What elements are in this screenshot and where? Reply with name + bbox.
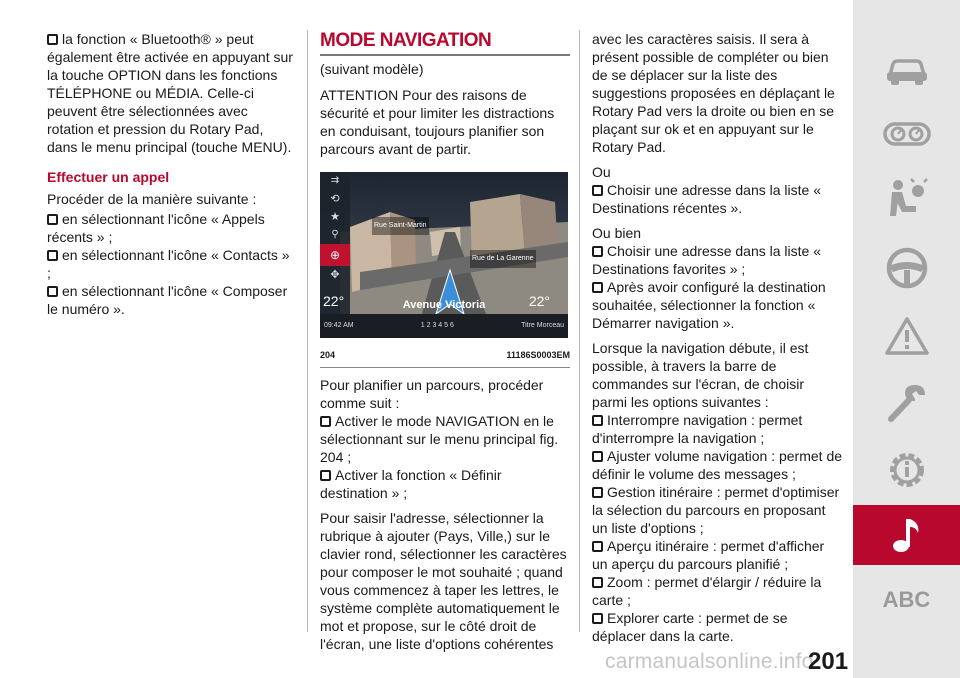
column-3 <box>592 30 842 645</box>
figure-caption <box>320 346 570 368</box>
bullet-item <box>320 412 570 466</box>
bullet-icon <box>592 246 603 257</box>
chapter-tab-driving[interactable] <box>853 240 960 296</box>
status-bar <box>320 314 568 338</box>
bullet-item <box>320 466 570 502</box>
section-title: MODE NAVIGATION <box>320 30 570 56</box>
paragraph <box>47 30 297 156</box>
chapter-tab-maintenance[interactable] <box>853 375 960 431</box>
bullet-icon <box>320 416 331 427</box>
bullet-item <box>592 181 842 217</box>
section-heading: Effectuer un appel <box>47 169 170 185</box>
bullet-item <box>47 282 297 318</box>
bullet-text: en sélectionnant l'icône « Contacts » ; <box>47 247 290 281</box>
chapter-tab-car[interactable] <box>853 44 960 96</box>
bullet-item <box>592 483 842 537</box>
subtitle: (suivant modèle) <box>320 61 424 77</box>
current-street: Avenue Victoria <box>402 299 486 311</box>
gauges-icon <box>883 119 931 149</box>
chapter-tab-index[interactable] <box>853 585 960 615</box>
chapter-tab-dashboard[interactable] <box>853 108 960 160</box>
bullet-icon <box>592 577 603 588</box>
bullet-text: Ajuster volume navigation : permet de définir le volume des messages ; <box>592 448 843 482</box>
figure-number: 204 <box>320 350 336 360</box>
bullet-icon <box>47 286 58 297</box>
paragraph-text: la fonction « Bluetooth® » peut également être activée en appuyant sur la touche OPTION dans les fonctions TÉLÉPHONE ou MÉDIA. Celle-ci peuvent être sélectionnées avec rotation et pression du Rotary Pad, dans le menu principal (touche MENU). <box>47 31 293 155</box>
bullet-item <box>592 411 842 447</box>
column-divider <box>307 30 308 632</box>
paragraph: Ou <box>592 164 611 180</box>
bullet-item <box>592 447 842 483</box>
bullet-icon <box>592 282 603 293</box>
warning-triangle-icon <box>884 315 930 357</box>
bullet-text: Aperçu itinéraire : permet d'afficher un aperçu du parcours planifié ; <box>592 538 825 572</box>
bullet-icon <box>47 250 58 261</box>
paragraph: avec les caractères saisis. Il sera à présent possible de compléter ou bien de se déplacer sur la liste des suggestions proposées en déplaçant le Rotary Pad vers la droite ou bien en se plaçant sur ok et en appuyant sur le Rotary Pad. <box>592 31 835 155</box>
bullet-item <box>47 210 297 246</box>
bullet-item <box>592 573 842 609</box>
radio-presets[interactable]: 1 2 3 4 5 6 <box>420 322 454 329</box>
chapter-tab-emergency[interactable] <box>853 308 960 364</box>
column-1 <box>47 30 297 318</box>
paragraph: Pour saisir l'adresse, sélectionner la rubrique à ajouter (Pays, Ville,) sur le clavier rond, sélectionner les caractères pour composer le mot souhaité ; quand vous commencez à taper les lettres, le système complète automatiquement le mot et propose, sur le côté droit de l'écran, une liste d'options cohérentes <box>320 510 567 652</box>
street-label: Rue de La Garenne <box>470 250 536 268</box>
figure-code: 11186S0003EM <box>506 350 570 360</box>
paragraph: Lorsque la navigation débute, il est possible, à travers la barre de commandes sur l'écran, de choisir parmi les options suivantes : <box>592 340 809 410</box>
column-divider <box>579 30 580 632</box>
chapter-tab-multimedia[interactable] <box>853 505 960 565</box>
move-map-icon[interactable]: ✥ <box>330 269 340 281</box>
chapter-tab-technical-data[interactable] <box>853 442 960 498</box>
paragraph: Ou bien <box>592 225 642 241</box>
zoom-icon[interactable]: ⊕ <box>320 244 350 266</box>
bullet-text: Zoom : permet d'élargir / réduire la carte ; <box>592 574 822 608</box>
watermark: carmanualsonline.info <box>605 650 814 673</box>
wrench-icon <box>885 381 929 425</box>
bullet-text: en sélectionnant l'icône « Composer le numéro ». <box>47 283 288 317</box>
bullet-text: Interrompre navigation : permet d'interrompre la navigation ; <box>592 412 803 446</box>
clock: 09:42 AM <box>324 322 354 329</box>
paragraph: Procéder de la manière suivante : <box>47 191 257 207</box>
track-title: Titre Morceau <box>521 322 564 329</box>
bullet-icon <box>592 613 603 624</box>
bullet-item <box>592 537 842 573</box>
bullet-text: Explorer carte : permet de se déplacer dans la carte. <box>592 610 788 644</box>
route-icon[interactable]: ⇉ <box>330 175 340 186</box>
bullet-text: Après avoir configuré la destination souhaitée, sélectionner la fonction « Démarrer navigation ». <box>592 279 826 331</box>
history-icon[interactable]: ⟲ <box>330 193 340 205</box>
bullet-item <box>592 278 842 332</box>
bullet-icon <box>47 34 58 45</box>
star-icon[interactable]: ★ <box>330 211 340 223</box>
bullet-icon <box>592 541 603 552</box>
gear-info-icon <box>884 447 930 493</box>
street-label: Rue Saint-Martin <box>372 217 429 235</box>
steering-wheel-icon <box>885 246 929 290</box>
bullet-item <box>47 246 297 282</box>
chapter-tab-safety[interactable] <box>853 172 960 228</box>
attention-note: ATTENTION Pour des raisons de sécurité et pour limiter les distractions en conduisant, toujours planifier son parcours avant de partir. <box>320 87 555 157</box>
chapter-sidebar <box>853 0 960 678</box>
bullet-text: Gestion itinéraire : permet d'optimiser la sélection du parcours en proposant un liste d'options ; <box>592 484 840 536</box>
bullet-icon <box>320 470 331 481</box>
bullet-item <box>592 242 842 278</box>
bullet-text: en sélectionnant l'icône « Appels récents » ; <box>47 211 265 245</box>
bullet-text: Activer la fonction « Définir destination » ; <box>320 467 502 501</box>
bullet-item <box>592 609 842 645</box>
bullet-text: Activer le mode NAVIGATION en le sélectionnant sur le menu principal fig. 204 ; <box>320 413 559 465</box>
navigation-screen-image <box>320 172 568 338</box>
paragraph: Pour planifier un parcours, procéder comme suit : <box>320 377 544 411</box>
page-number: 201 <box>808 648 849 675</box>
temperature-left: 22° <box>323 293 345 309</box>
bullet-text: Choisir une adresse dans la liste « Destinations favorites » ; <box>592 243 822 277</box>
seat-airbag-icon <box>884 178 930 222</box>
bullet-icon <box>592 451 603 462</box>
figure <box>320 172 570 368</box>
index-label: ABC <box>882 587 931 612</box>
bullet-icon <box>592 185 603 196</box>
bullet-icon <box>592 487 603 498</box>
temperature-right: 22° <box>528 293 550 309</box>
poi-icon[interactable]: ⚲ <box>331 229 339 240</box>
bullet-icon <box>592 415 603 426</box>
bullet-text: Choisir une adresse dans la liste « Destinations récentes ». <box>592 182 822 216</box>
column-2 <box>320 30 570 660</box>
music-note-icon <box>890 515 924 555</box>
car-icon <box>884 53 930 87</box>
bullet-icon <box>47 214 58 225</box>
